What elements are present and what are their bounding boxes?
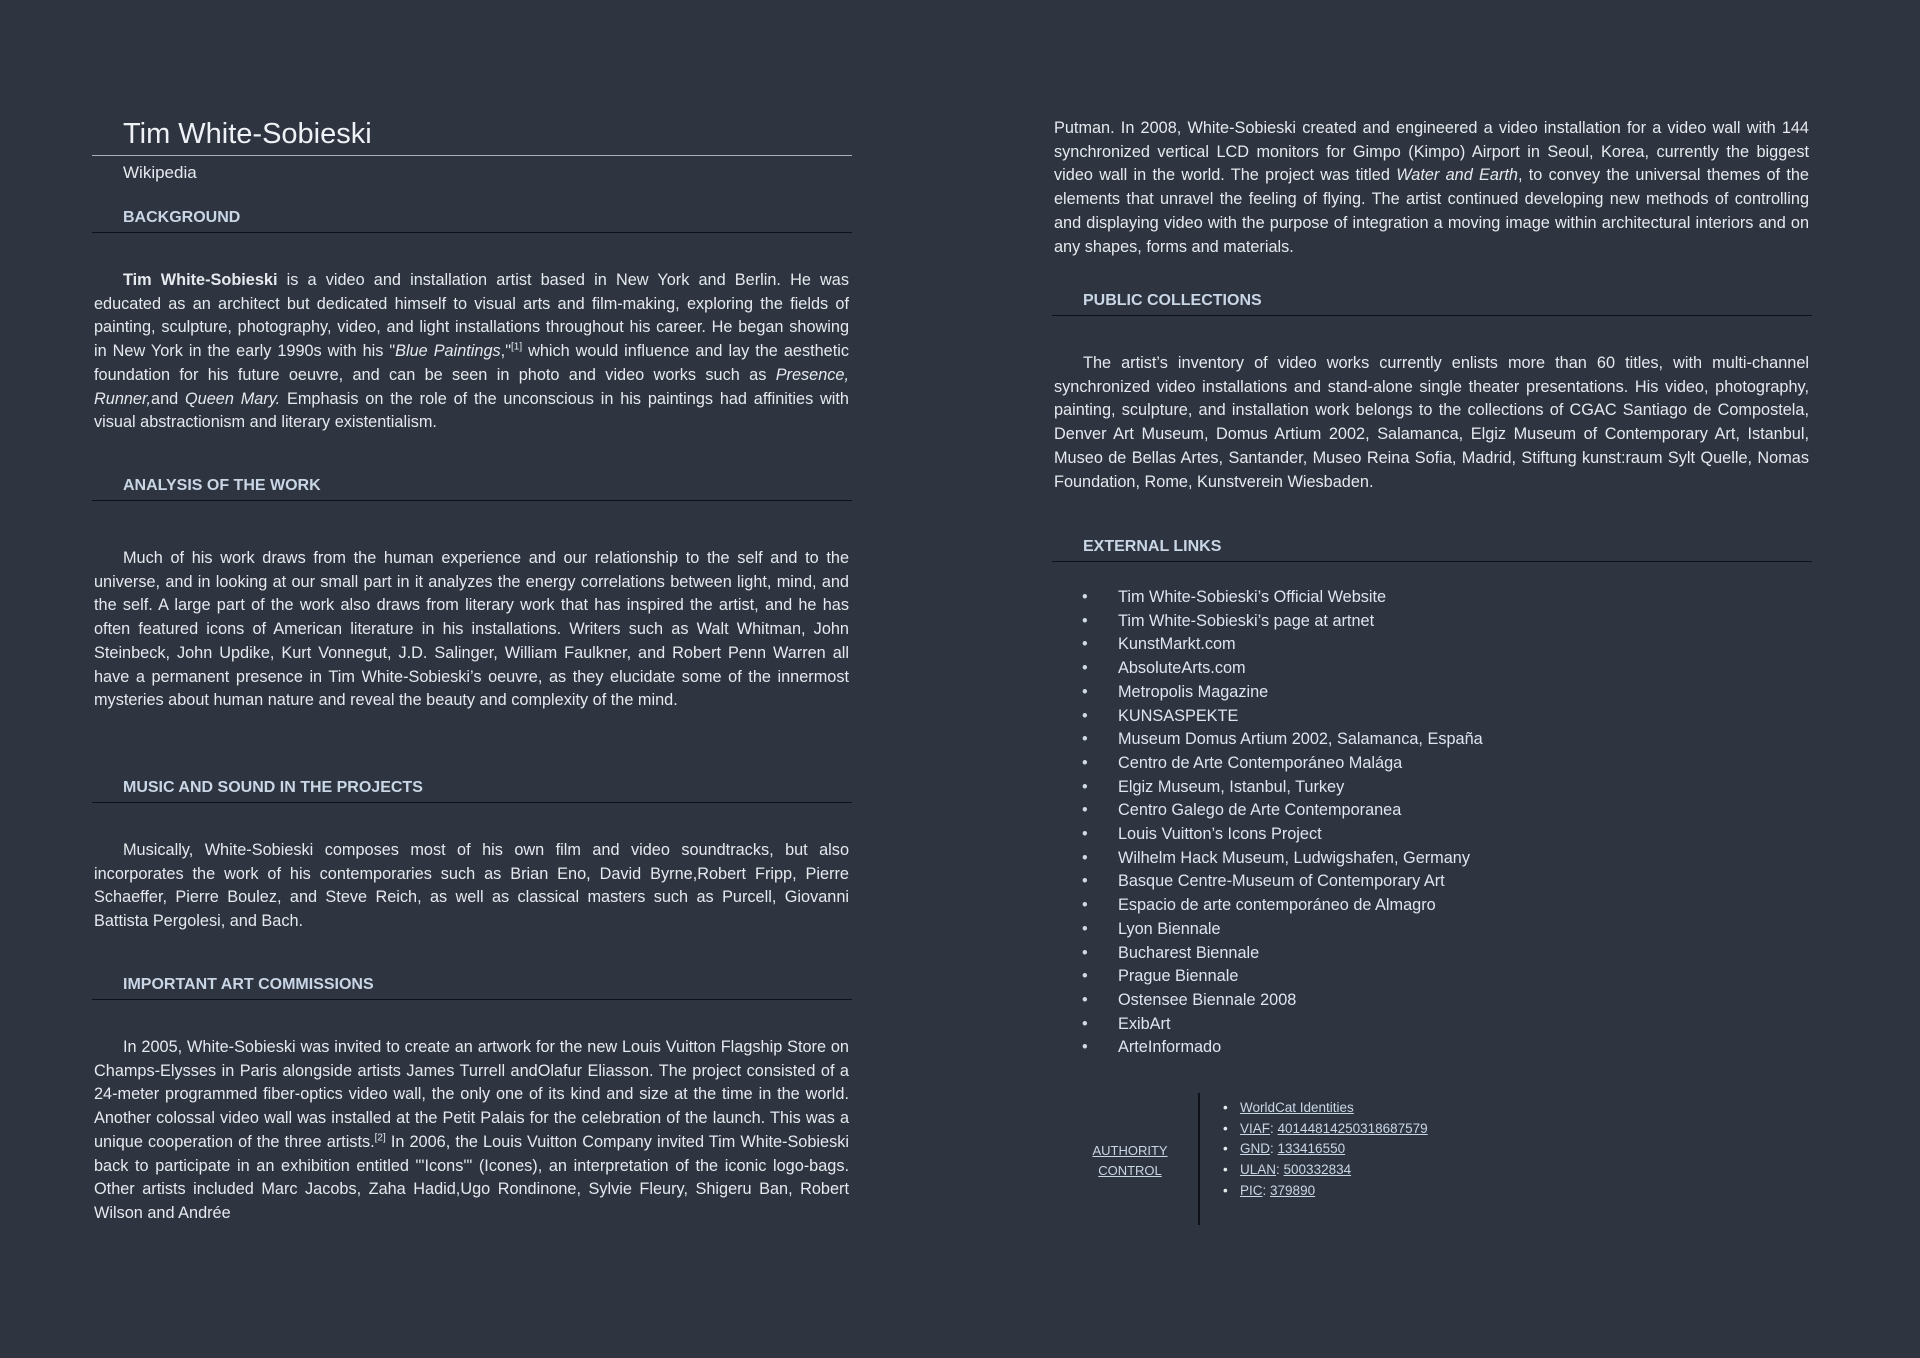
heading-analysis: ANALYSIS OF THE WORK <box>92 475 852 501</box>
external-link[interactable]: • Museum Domus Artium 2002, Salamanca, España <box>1082 728 1483 752</box>
viaf-label-link[interactable]: VIAF <box>1240 1120 1271 1136</box>
external-link[interactable]: • Tim White-Sobieski’s Official Website <box>1082 586 1483 610</box>
external-link[interactable]: • Elgiz Museum, Istanbul, Turkey <box>1082 776 1483 800</box>
viaf-value-link[interactable]: 40144814250318687579 <box>1277 1120 1428 1136</box>
paragraph-collections: The artist’s inventory of video works currently enlists more than 60 titles, with multi-channel synchronized video installations and stand-alone single theater presentations. His video, photography, painting, sculpture, and installation work belongs to the collections of CGAC Santiago de Compostela, Denver Art Museum, Domus Artium 2002, Salamanca, Elgiz Museum of Contemporary Art, Istanbul, Museo de Bellas Artes, Santander, Museo Reina Sofia, Madrid, Stiftung kunst:raum Sylt Quelle, Nomas Foundation, Rome, Kunstverein Wiesbaden. <box>1054 354 1809 491</box>
pic-value-link[interactable]: 379890 <box>1270 1182 1316 1198</box>
pic-label-link[interactable]: PIC <box>1240 1182 1263 1198</box>
external-link[interactable]: • Espacio de arte contemporáneo de Almagro <box>1082 894 1483 918</box>
heading-collections: PUBLIC COLLECTIONS <box>1052 290 1812 316</box>
external-link[interactable]: • Metropolis Magazine <box>1082 681 1483 705</box>
paragraph-commissions-continued: Putman. In 2008, White-Sobieski created and engineered a video installation for a video wall with 144 synchronized vertical LCD monitors for Gimpo (Kimpo) Airport in Seoul, Korea, currently the biggest video wall in the world. The project was titled Water and Earth, to convey the universal themes of the elements that unravel the feeling of flying. The artist continued developing new methods of controlling and displaying video with the purpose of integration a moving image within architectural interiors and on any shapes, forms and materials. <box>1054 119 1809 256</box>
authority-pic: • PIC: 379890 <box>1220 1181 1428 1202</box>
heading-background: BACKGROUND <box>92 207 852 233</box>
authority-control-label[interactable]: AUTHORITY CONTROL <box>1092 1143 1168 1178</box>
ulan-value-link[interactable]: 500332834 <box>1283 1162 1352 1178</box>
paragraph-commissions: In 2005, White-Sobieski was invited to create an artwork for the new Louis Vuitton Flagship Store on Champs-Elysses in Paris alongside artists James Turrell andOlafur Eliasson. The project consisted of a 24-meter programmed fiber-optics video wall, the only one of its kind and size at the time in the world. Another colossal video wall was installed at the Petit Palais for the celebration of the launch. This was a unique cooperation of the three artists.[2] In 2006, the Louis Vuitton Company invited Tim White-Sobieski back to participate in an exhibition entitled "'Icons'" (Icones), an interpretation of the iconic logo-bags. Other artists included Marc Jacobs, Zaha Hadid,Ugo Rondinone, Sylvie Fleury, Shigeru Ban, Robert Wilson and Andrée <box>94 1038 849 1222</box>
paragraph-background: Tim White-Sobieski is a video and installation artist based in New York and Berlin. He was educated as an architect but dedicated himself to visual arts and film-making, exploring the fields of painting, sculpture, photography, video, and light installations throughout his career. He began showing in New York in the early 1990s with his "Blue Paintings,"[1] which would influence and lay the aesthetic foundation for his future oeuvre, and can be seen in photo and video works such as Presence, Runner,and Queen Mary. Emphasis on the role of the unconscious in his paintings had affinities with visual abstractionism and literary existentialism. <box>94 271 850 432</box>
worldcat-link[interactable]: WorldCat Identities <box>1240 1100 1354 1115</box>
heading-music: MUSIC AND SOUND IN THE PROJECTS <box>92 777 852 803</box>
paragraph-analysis: Much of his work draws from the human experience and our relationship to the self and to the universe, and in looking at our small part in it analyzes the energy correlations between light, mind, and the self. A large part of the work also draws from literary work that has inspired the artist, and he has often featured icons of American literature in his installations. Writers such as Walt Whitman, John Steinbeck, John Updike, Kurt Vonnegut, J.D. Salinger, William Faulkner, and Robert Penn Warren all have a permanent presence in Tim White-Sobieski’s oeuvre, as they elucidate some of the innermost mysteries about human nature and reveal the beauty and complexity of the mind. <box>94 549 849 710</box>
authority-control-list <box>1220 1098 1428 1202</box>
heading-external-links: EXTERNAL LINKS <box>1052 536 1812 562</box>
external-link[interactable]: • KUNSASPEKTE <box>1082 705 1483 729</box>
external-link[interactable]: • Prague Biennale <box>1082 965 1483 989</box>
authority-gnd: • GND: 133416550 <box>1220 1139 1428 1160</box>
external-link[interactable]: • Tim White-Sobieski’s page at artnet <box>1082 610 1483 634</box>
external-link[interactable]: • Centro de Arte Contemporáneo Malága <box>1082 752 1483 776</box>
external-link[interactable]: • Centro Galego de Arte Contemporanea <box>1082 799 1483 823</box>
external-link[interactable]: • ExibArt <box>1082 1013 1483 1037</box>
title-divider <box>92 155 852 156</box>
authority-ulan: • ULAN: 500332834 <box>1220 1160 1428 1181</box>
authority-viaf: • VIAF: 40144814250318687579 <box>1220 1119 1428 1140</box>
external-link[interactable]: • Basque Centre-Museum of Contemporary Art <box>1082 870 1483 894</box>
external-link[interactable]: • Ostensee Biennale 2008 <box>1082 989 1483 1013</box>
external-link[interactable]: • Lyon Biennale <box>1082 918 1483 942</box>
reference-1[interactable]: [1] <box>510 341 523 353</box>
page-title: Tim White-Sobieski <box>123 118 372 150</box>
reference-2[interactable]: [2] <box>374 1132 386 1144</box>
external-link[interactable]: • AbsoluteArts.com <box>1082 657 1483 681</box>
authority-worldcat <box>1220 1098 1428 1119</box>
external-link[interactable]: • Wilhelm Hack Museum, Ludwigshafen, Germany <box>1082 847 1483 871</box>
authority-divider <box>1198 1093 1200 1225</box>
external-link[interactable]: • Bucharest Biennale <box>1082 942 1483 966</box>
page-subtitle: Wikipedia <box>123 163 197 182</box>
external-link[interactable]: • KunstMarkt.com <box>1082 633 1483 657</box>
gnd-label-link[interactable]: GND <box>1240 1141 1270 1157</box>
external-link[interactable]: • Louis Vuitton’s Icons Project <box>1082 823 1483 847</box>
paragraph-music: Musically, White-Sobieski composes most of his own film and video soundtracks, but also incorporates the work of his contemporaries such as Brian Eno, David Byrne,Robert Fripp, Pierre Schaeffer, Pierre Boulez, and Steve Reich, as well as classical masters such as Purcell, Giovanni Battista Pergolesi, and Bach. <box>94 841 849 931</box>
external-link[interactable]: • ArteInformado <box>1082 1036 1483 1060</box>
gnd-value-link[interactable]: 133416550 <box>1277 1141 1346 1157</box>
artist-name: Tim White-Sobieski <box>123 271 278 289</box>
heading-commissions: IMPORTANT ART COMMISSIONS <box>92 974 852 1000</box>
ulan-label-link[interactable]: ULAN <box>1240 1162 1277 1178</box>
external-links-list <box>1082 586 1483 1060</box>
